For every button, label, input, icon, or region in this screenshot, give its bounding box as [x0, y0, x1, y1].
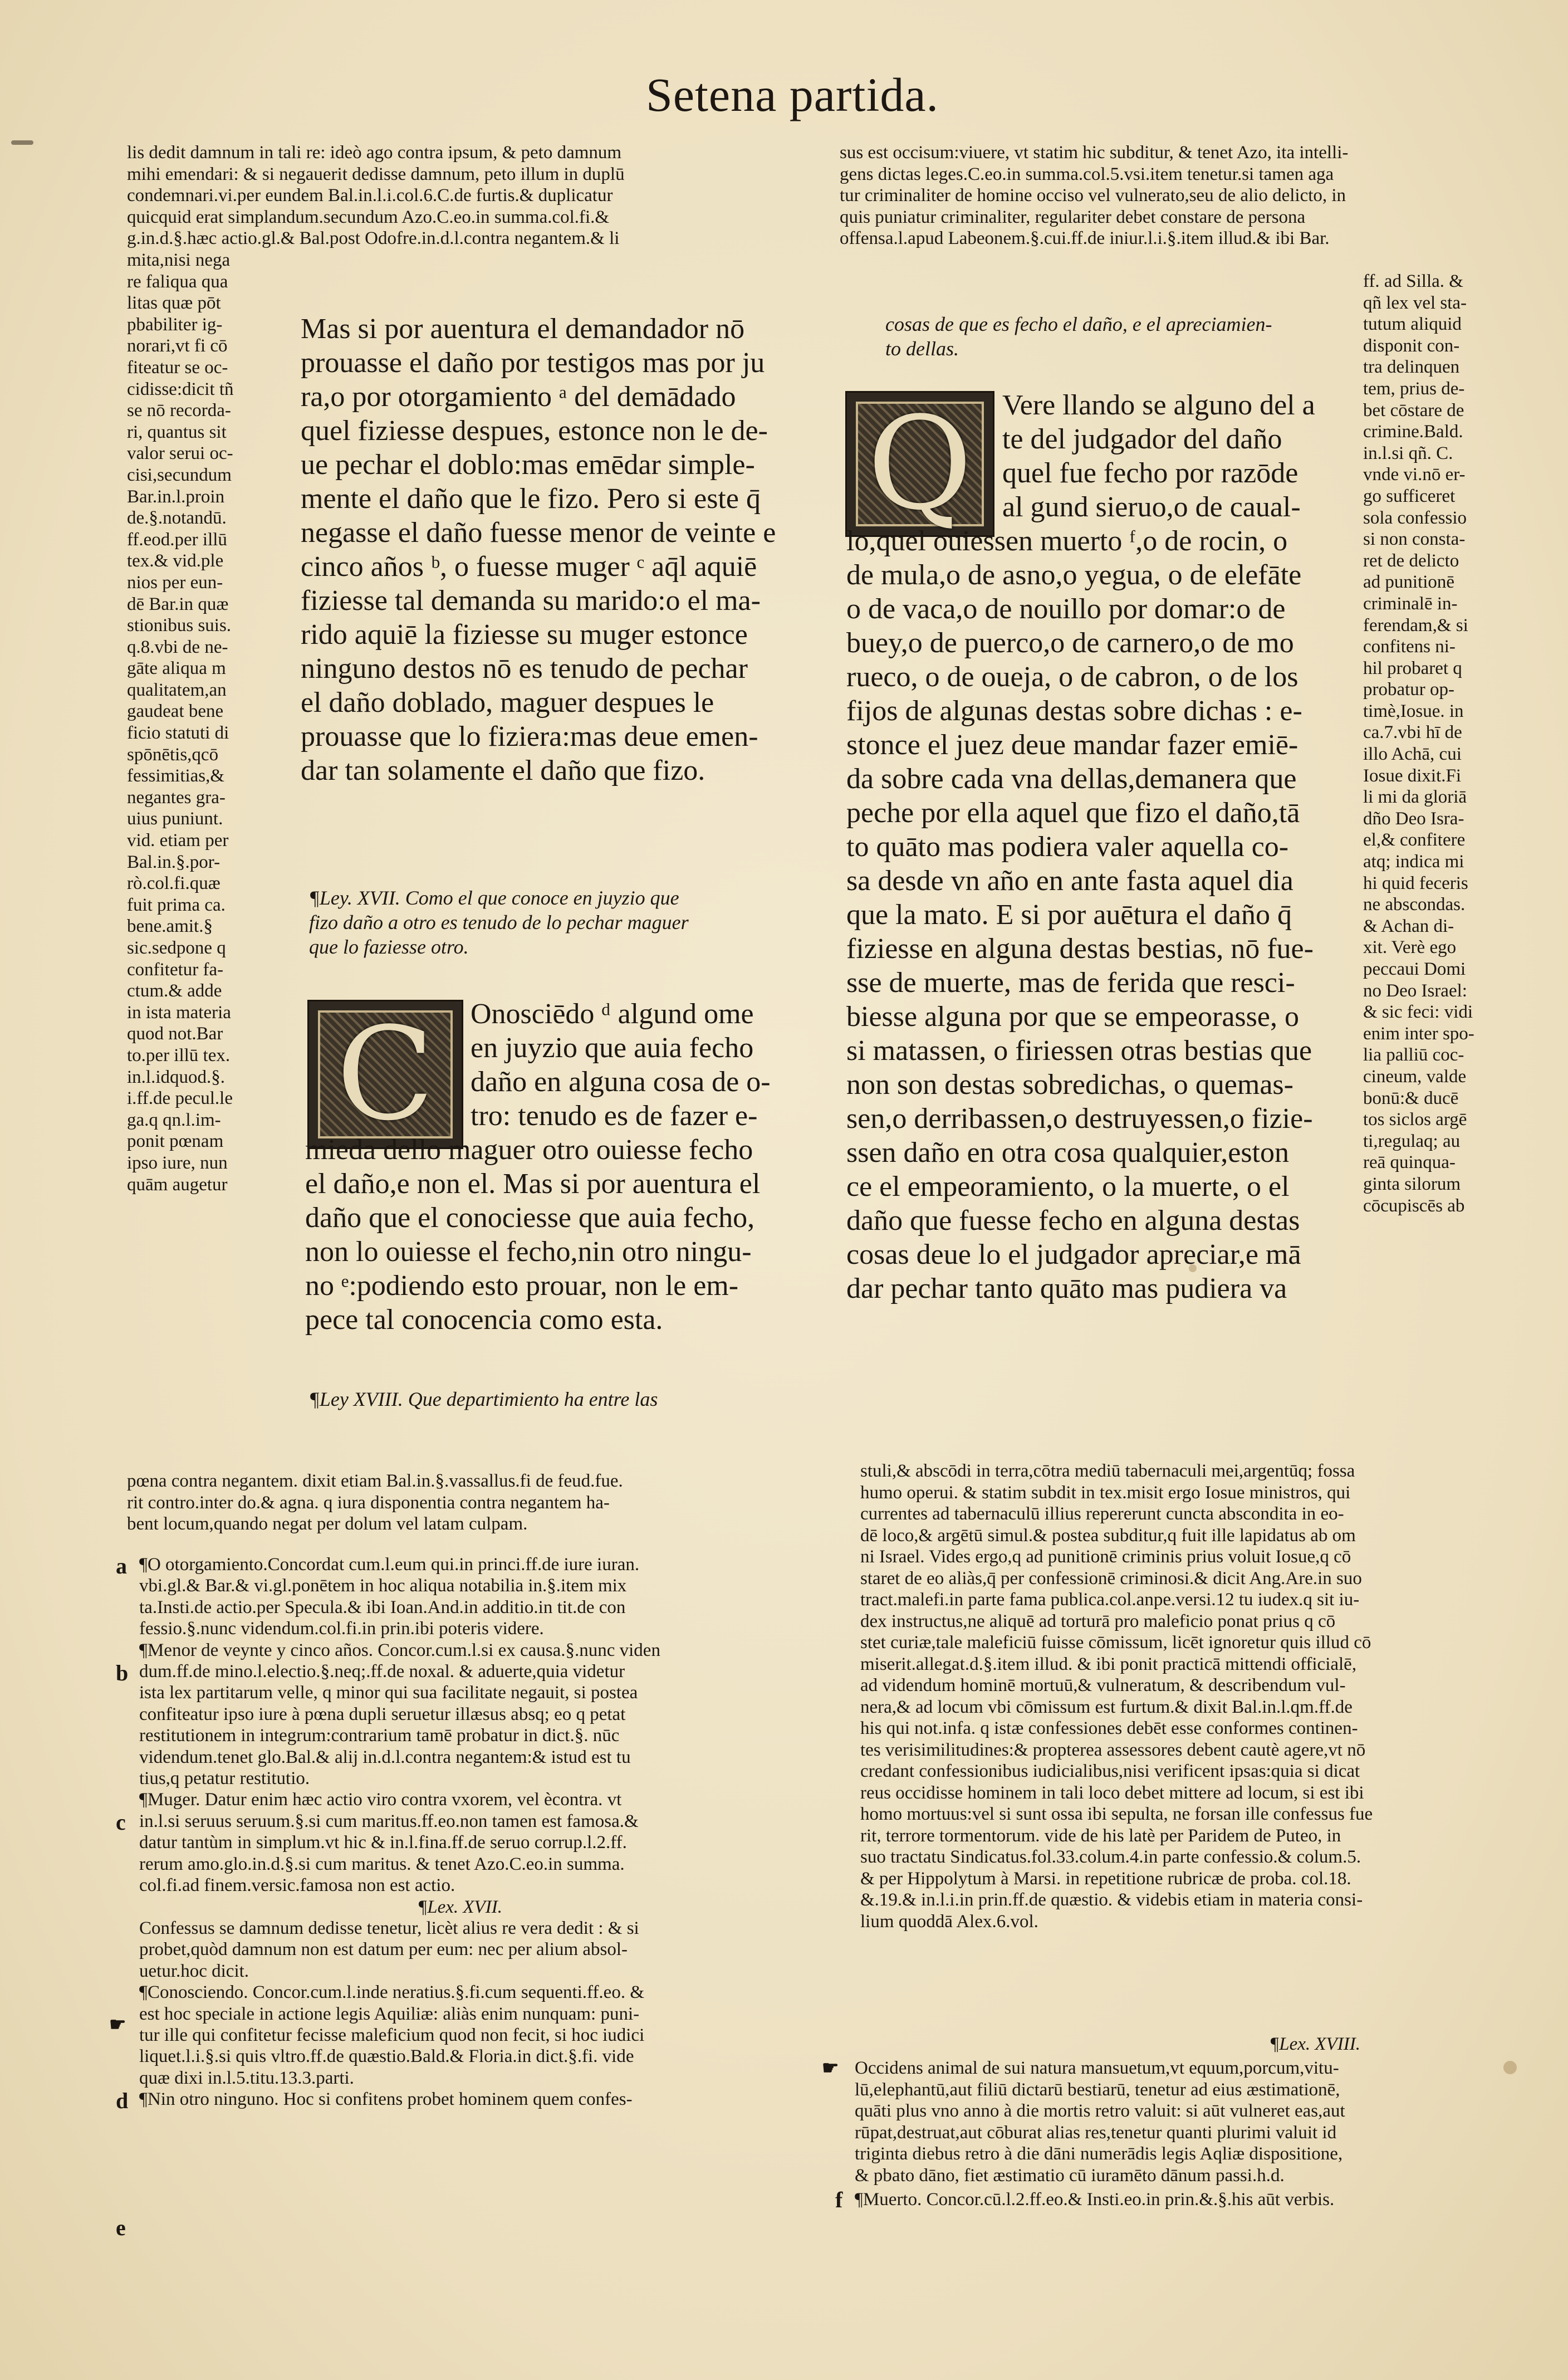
gloss-line: atq; indica mi: [1363, 852, 1464, 872]
footnote-d: est hoc speciale in actione legis Aquiliæ: aliàs enim nunquam: puni-: [139, 2003, 640, 2024]
gloss-line: ca.7.vbi hī de: [1363, 722, 1462, 743]
text-line: negasse el daño fuesse menor de veinte e: [301, 517, 776, 549]
text-line: ssen daño en otra cosa qualquier,eston: [846, 1137, 1290, 1169]
footnote-b: ista lex partitarum velle, q minor qui sua facilitate negauit, si postea: [139, 1683, 638, 1703]
gloss-line: condemnari.vi.per eundem Bal.in.l.i.col.6.C.de furtis.& duplicatur: [127, 185, 613, 206]
gloss-line: Bar.in.l.proin: [127, 486, 225, 507]
text-line: te del judgador del daño: [1002, 423, 1282, 455]
footnote-c: col.fi.ad finem.versic.famosa non est actio.: [139, 1875, 455, 1896]
gloss-line: to.per illū tex.: [127, 1045, 231, 1066]
gloss-line: in.l.idquod.§.: [127, 1067, 226, 1087]
footnote-a: fessio.§.nunc videndum.col.fi.in prin.ibi poteris videre.: [139, 1619, 544, 1639]
gloss-line: stuli,& abscōdi in terra,cōtra mediū tabernaculi mei,argentūq; fossa: [860, 1461, 1355, 1481]
text-line: o de vaca,o de nouillo por domar:o de: [846, 593, 1286, 625]
gloss-line: reus occidisse hominem in tali loco debet mittere ad locum, si est ibi: [860, 1782, 1364, 1803]
text-line: dar tan solamente el daño que fizo.: [301, 755, 705, 786]
text-line: el daño,e non el. Mas si por auentura el: [305, 1168, 761, 1200]
gloss-line: confitetur fa-: [127, 959, 224, 980]
gloss-line: ad videndum hominē mortuū,& vulneratum, & describendum vul-: [860, 1675, 1346, 1695]
text-line: Onosciēdo ᵈ algund ome: [471, 998, 754, 1030]
gloss-line: ponit pœnam: [127, 1131, 224, 1152]
text-line: sen,o derribassen,o destruyessen,o fizie-: [846, 1103, 1313, 1135]
gloss-line: litas quæ pōt: [127, 293, 221, 314]
right-gloss-top: [840, 142, 1513, 250]
text-line: quel fiziesse despues, estonce non le de-: [301, 415, 768, 447]
note-marker-c: c: [116, 1810, 126, 1835]
note-marker-e: e: [116, 2215, 126, 2240]
footnote-d: tur ille qui confitetur fecisse maleficium quod non fecit, si hoc iudici: [139, 2025, 645, 2045]
text-line: que la mato. E si por auētura el daño q̄: [846, 899, 1292, 931]
gloss-line: no Deo Israel:: [1363, 980, 1467, 1001]
gloss-line: enim inter spo-: [1363, 1023, 1474, 1044]
text-line: Mas si por auentura el demandador nō: [301, 313, 745, 345]
right-gloss-bottom: [860, 1460, 1517, 1932]
gloss-line: uius puniunt.: [127, 809, 223, 829]
text-line: no ᵉ:podiendo esto prouar, non le em-: [305, 1270, 739, 1302]
note-marker-f: f: [835, 2187, 843, 2212]
gloss-line: mita,nisi nega: [127, 250, 231, 270]
gloss-line: tutum aliquid: [1363, 314, 1462, 335]
left-footnotes: [139, 1554, 813, 2110]
ley-17-text-beside-initial: [471, 997, 805, 1133]
gloss-line: suo tractatu Sindicatus.fol.33.colum.4.in parte confessio.& colum.5.: [860, 1847, 1361, 1867]
text-line: to quāto mas podiera valer aquella co-: [846, 831, 1289, 863]
footnote-b: restitutionem in integrum:contrarium tamē probatur in dict.§. nūc: [139, 1726, 620, 1746]
text-line: mieda dello maguer otro ouiesse fecho: [305, 1134, 753, 1166]
pointing-hand-icon: ☛: [822, 2058, 839, 2079]
gloss-line: credant confessionibus iudicialibus,nisi verificent ipsas:quia si dicat: [860, 1761, 1360, 1781]
footnote-c: rerum amo.glo.in.d.§.si cum maritus. & tenet Azo.C.eo.in summa.: [139, 1854, 625, 1874]
gloss-line: ficio statuti di: [127, 723, 229, 744]
gloss-line: li mi da gloriā: [1363, 787, 1467, 808]
footnote-c: datur tantùm in simplum.vt hic & in.l.fina.ff.de seruo corrup.l.2.ff.: [139, 1832, 627, 1853]
text-line: cosas deue lo el judgador apreciar,e mā: [846, 1239, 1301, 1270]
footnote-b: confiteatur ipso iure à pœna dupli seruetur illæsus absq; eo q petat: [139, 1704, 626, 1724]
text-line: ce el empeoramiento, o la muerte, o el: [846, 1171, 1290, 1203]
footnote-a: vbi.gl.& Bar.& vi.gl.ponētem in hoc aliqua notabilia in.§.item mix: [139, 1576, 627, 1596]
gloss-line: tur criminaliter de homine occiso vel vulnerato,seu de alio delicto, in: [840, 185, 1346, 206]
gloss-line: dex instructus,ne aliquē ad torturā pro maleficio ponat prius q cō: [860, 1611, 1336, 1631]
gloss-line: mihi emendari: & si negauerit dedisse damnum, peto illum in duplū: [127, 164, 625, 184]
gloss-line: confitens ni-: [1363, 637, 1456, 657]
gloss-line: offensa.l.apud Labeonem.§.cui.ff.de iniur.l.i.§.item illud.& ibi Bar.: [840, 228, 1330, 248]
pointing-hand-icon: ☛: [109, 2015, 126, 2035]
footnote-d: liquet.l.i.§.si quis vltro.ff.de quæstio.Bald.& Floria.in dict.§.fi. vide: [139, 2046, 634, 2067]
note-line: quāti plus vno anno à die mortis retro valuit: si aūt vulneret eas,aut: [855, 2101, 1345, 2121]
gloss-line: tra delinquen: [1363, 357, 1460, 378]
ley-17-heading: [309, 886, 810, 959]
footnote-c: ¶Muger. Datur enim hæc actio viro contra vxorem, vel ècontra. vt: [139, 1790, 622, 1810]
text-line: peche por ella aquel que fizo el daño,tā: [846, 797, 1300, 829]
gloss-line: si non consta-: [1363, 529, 1466, 550]
gloss-line: norari,vt fi cō: [127, 336, 228, 356]
gloss-line: vnde vi.nō er-: [1363, 465, 1466, 485]
gloss-line: dño Deo Isra-: [1363, 808, 1464, 829]
text-line: ra,o por otorgamiento ᵃ del demādado: [301, 381, 736, 413]
gloss-line: negantes gra-: [127, 787, 226, 808]
gloss-line: sus est occisum:viuere, vt statim hic subditur, & tenet Azo, ita intelli-: [840, 143, 1349, 163]
note-marker-a: a: [116, 1553, 127, 1578]
footnote-b: tius,q petatur restitutio.: [139, 1768, 310, 1789]
gloss-line: ad punitionē: [1363, 572, 1455, 593]
footnote-d: quæ dixi in.l.5.titu.13.3.parti.: [139, 2068, 354, 2088]
footnote-d: ¶Conosciendo. Concor.cum.l.inde neratius.§.fi.cum sequenti.ff.eo. &: [139, 1982, 645, 2003]
gloss-line: & per Hippolytum à Marsi. in repetitione rubricæ de proba. col.18.: [860, 1868, 1351, 1889]
gloss-line: fessimitias,&: [127, 766, 225, 786]
gloss-line: ctum.& adde: [127, 981, 222, 1001]
footnote-lex-label: ¶Lex. XVII.: [418, 1897, 502, 1917]
gloss-line: quod not.Bar: [127, 1024, 223, 1044]
gloss-line: hil probaret q: [1363, 658, 1462, 678]
gloss-line: stet curiæ,tale maleficiū fuisse cōmissum, licēt ignoretur quis illud cō: [860, 1633, 1371, 1653]
gloss-line: dē loco,& argētū simul.& postea subditur,q fuit ille lapidatus ab om: [860, 1525, 1356, 1546]
ley-16-text: [301, 312, 807, 788]
gloss-line: quis puniatur criminaliter, regulariter debet constare de persona: [840, 207, 1306, 227]
paper-stain: [11, 140, 33, 145]
gloss-line: fiteatur se oc-: [127, 357, 228, 378]
text-line: non son destas sobredichas, o quemas-: [846, 1069, 1293, 1101]
gloss-line: ferendam,& si: [1363, 615, 1468, 636]
running-head: Setena partida.: [646, 68, 939, 121]
gloss-line: tex.& vid.ple: [127, 551, 224, 571]
gloss-line: ipso iure, nun: [127, 1152, 228, 1173]
gloss-line: ti,regulaq; au: [1363, 1131, 1461, 1151]
text-line: mente el daño que le fizo. Pero si este q̄: [301, 483, 761, 515]
gloss-line: lis dedit damnum in tali re: ideò ago contra ipsum, & peto damnum: [127, 143, 622, 163]
gloss-line: & Achan di-: [1363, 916, 1454, 936]
gloss-line: sola confessio: [1363, 507, 1467, 528]
gloss-line: & sic feci: vidi: [1363, 1002, 1473, 1023]
gloss-line: reā quinqua-: [1363, 1152, 1456, 1173]
heading-line: ¶Ley. XVII. Como el que conoce en juyzio que: [309, 887, 679, 909]
note-line: lū,elephantū,aut filiū dictarū bestiarū, tenetur ad eius æstimationē,: [855, 2079, 1340, 2100]
gloss-line: pbabiliter ig-: [127, 314, 223, 335]
gloss-line: rò.col.fi.quæ: [127, 873, 220, 894]
gloss-line: i.ff.de pecul.le: [127, 1088, 233, 1109]
text-line: cinco años ᵇ, o fuesse muger ᶜ aq̄l aquiē: [301, 551, 757, 583]
gloss-line: de.§.notandū.: [127, 508, 227, 529]
text-line: quel fue fecho por razōde: [1002, 457, 1298, 489]
text-line: buey,o de puerco,o de carnero,o de mo: [846, 627, 1294, 659]
gloss-line: ne abscondas.: [1363, 895, 1466, 915]
text-line: ninguno destos nō es tenudo de pechar: [301, 653, 748, 685]
gloss-line: qualitatem,an: [127, 680, 227, 700]
right-note-occidens: [855, 2058, 1517, 2186]
footnote-e: ¶Nin otro ninguno. Hoc si confitens probet hominem quem confes-: [139, 2089, 633, 2110]
footnote-summary: Confessus se damnum dedisse tenetur, licèt alius re vera dedit : & si: [139, 1918, 639, 1938]
text-line: al gund sieruo,o de caual-: [1002, 491, 1301, 523]
paper-stain: [1503, 2061, 1517, 2074]
decorated-initial-q: Q: [845, 391, 994, 537]
gloss-line: currentes ad tabernaculū illius repererunt cuncta abscondita in eo-: [860, 1504, 1344, 1524]
gloss-line: g.in.d.§.hæc actio.gl.& Bal.post Odofre.in.d.l.contra negantem.& li: [127, 228, 620, 248]
gloss-line: his qui not.infa. q istæ confessiones debēt esse conformes continen-: [860, 1718, 1358, 1738]
text-line: biesse alguna por que se empeorasse, o: [846, 1001, 1299, 1033]
text-line: daño en alguna cosa de o-: [471, 1066, 771, 1098]
gloss-line: ni Israel. Vides ergo,q ad punitionē criminis prius voluit Iosue,q cō: [860, 1547, 1351, 1567]
footnote-a: ta.Insti.de actio.per Specula.& ibi Ioan.And.in additio.in tit.de con: [139, 1597, 626, 1617]
footnote-b: ¶Menor de veynte y cinco años. Concor.cum.l.si ex causa.§.nunc viden: [139, 1640, 660, 1660]
text-line: sse de muerte, mas de ferida que resci-: [846, 967, 1295, 999]
gloss-line: sic.sedpone q: [127, 938, 226, 958]
ley-17-text: [305, 1133, 806, 1337]
text-line: fijos de algunas destas sobre dichas : e-: [846, 695, 1302, 727]
gloss-line: cidisse:dicit tñ: [127, 379, 234, 399]
text-line: lo,quel ouiessen muerto ᶠ,o de rocin, o: [846, 525, 1288, 557]
left-gloss-narrow-column: [127, 250, 283, 1195]
gloss-line: ret de delicto: [1363, 550, 1459, 571]
text-line: de mula,o de asno,o yegua, o de elefāte: [846, 559, 1302, 591]
gloss-line: miserit.allegat.d.§.item illud. & ibi ponit practicā mittendi officialē,: [860, 1654, 1357, 1674]
gloss-line: tem, prius de-: [1363, 378, 1465, 399]
gloss-line: ff.eod.per illū: [127, 529, 227, 550]
gloss-line: in ista materia: [127, 1002, 231, 1023]
text-line: Vere llando se alguno del a: [1002, 389, 1315, 421]
gloss-line: &.19.& in.l.i.in prin.ff.de quæstio. & videbis etiam in materia consi-: [860, 1890, 1363, 1910]
gloss-line: rit contro.inter do.& agna. q iura disponentia contra negantem ha-: [127, 1492, 610, 1513]
text-line: tro: tenudo es de fazer e-: [471, 1100, 758, 1132]
gloss-line: bent locum,quando negat per dolum vel latam culpam.: [127, 1514, 528, 1534]
heading-line: cosas de que es fecho el daño, e el apreciamien-: [885, 313, 1272, 335]
note-line: & pbato dāno, fiet æstimatio cū iuramēto dānum passi.h.d.: [855, 2165, 1285, 2186]
gloss-line: gāte aliqua m: [127, 658, 226, 679]
right-note-f: ¶Muerto. Concor.cū.l.2.ff.eo.& Insti.eo.in prin.&.§.his aūt verbis.: [855, 2190, 1335, 2210]
text-line: fiziesse en alguna destas bestias, nō fue-: [846, 933, 1314, 965]
decorated-initial-c: C: [307, 1000, 463, 1149]
footnote-b: videndum.tenet glo.Bal.& alij in.d.l.contra negantem:& istud est tu: [139, 1747, 631, 1767]
gloss-line: staret de eo aliàs,q̄ per confessionē criminosi.& dicit Ang.Are.in suo: [860, 1568, 1362, 1589]
gloss-line: in.l.si qñ. C.: [1363, 443, 1453, 463]
ley-18-text: [846, 524, 1359, 1306]
note-line: Occidens animal de sui natura mansuetum,vt equum,porcum,vitu-: [855, 2058, 1339, 2078]
gloss-line: re faliqua qua: [127, 271, 228, 292]
gloss-line: lia palliū coc-: [1363, 1045, 1464, 1066]
gloss-line: fuit prima ca.: [127, 895, 226, 915]
gloss-line: pœna contra negantem. dixit etiam Bal.in.§.vassallus.fi de feud.fue.: [127, 1471, 623, 1491]
gloss-line: rit, terrore tormentorum. vide de his latè per Paridem de Puteo, in: [860, 1825, 1341, 1846]
left-gloss-top: [127, 142, 812, 250]
gloss-line: bene.amit.§: [127, 916, 213, 937]
right-gloss-narrow-column: [1363, 271, 1519, 1216]
gloss-line: cineum, valde: [1363, 1066, 1467, 1087]
heading-line: to dellas.: [885, 338, 959, 360]
ley-18-text-beside-initial: [1002, 388, 1359, 524]
text-line: el daño doblado, maguer despues le: [301, 687, 714, 719]
gloss-line: cōcupiscēs ab: [1363, 1195, 1465, 1216]
text-line: prouasse el daño por testigos mas por ju: [301, 347, 765, 379]
note-marker-b: b: [116, 1660, 129, 1685]
text-line: ue pechar el doblo:mas emēdar simple-: [301, 449, 755, 481]
gloss-line: timè,Iosue. in: [1363, 701, 1464, 721]
text-line: dar pechar tanto quāto mas pudiera va: [846, 1273, 1287, 1304]
gloss-line: tract.malefi.in parte fama publica.col.anpe.versi.12 tu iudex.q sit iu-: [860, 1590, 1360, 1610]
text-line: daño que el conociesse que auia fecho,: [305, 1202, 755, 1234]
text-line: daño que fuesse fecho en alguna destas: [846, 1205, 1300, 1237]
gloss-line: bonū:& ducē: [1363, 1088, 1459, 1108]
gloss-line: homo mortuus:vel si sunt ossa ibi sepulta, ne forsan ille confessus fue: [860, 1804, 1373, 1824]
left-gloss-bottom: [127, 1470, 812, 1535]
gloss-line: humo operui. & statim subdit in tex.misit ergo Iosue ministros, qui: [860, 1482, 1351, 1503]
paper-stain: [1189, 1264, 1197, 1272]
gloss-line: go sufficeret: [1363, 486, 1456, 506]
gloss-line: nios per eun-: [127, 572, 223, 593]
gloss-line: illo Achā, cui: [1363, 744, 1462, 765]
gloss-line: peccaui Domi: [1363, 959, 1466, 979]
gloss-line: stionibus suis.: [127, 615, 232, 636]
gloss-line: bet cōstare de: [1363, 400, 1464, 421]
note-line: rūpat,destruat,aut cōburat alias res,tenetur quanti plurimi valuit id: [855, 2122, 1337, 2143]
gloss-line: ff. ad Silla. &: [1363, 271, 1463, 291]
heading-line: que lo faziesse otro.: [309, 936, 469, 958]
text-line: non lo ouiesse el fecho,nin otro ningu-: [305, 1236, 752, 1268]
gloss-line: qñ lex vel sta-: [1363, 292, 1467, 313]
text-line: sa desde vn año en ante fasta aquel dia: [846, 865, 1293, 897]
gloss-line: crimine.Bald.: [1363, 422, 1463, 442]
gloss-line: Iosue dixit.Fi: [1363, 765, 1462, 786]
gloss-line: xit. Verè ego: [1363, 937, 1457, 958]
gloss-line: quicquid erat simplandum.secundum Azo.C.eo.in summa.col.fi.&: [127, 207, 610, 227]
gloss-line: vid. etiam per: [127, 830, 229, 851]
gloss-line: lium quoddā Alex.6.vol.: [860, 1911, 1038, 1932]
text-line: rueco, o de oueja, o de cabron, o de los: [846, 661, 1298, 693]
ley-18-heading-continuation: [885, 312, 1359, 361]
gloss-line: gens dictas leges.C.eo.in summa.col.5.vsi.item tenetur.si tamen aga: [840, 164, 1334, 184]
text-line: si matassen, o firiessen otras bestias que: [846, 1035, 1312, 1067]
footnote-summary: uetur.hoc dicit.: [139, 1961, 249, 1981]
text-line: stonce el juez deue mandar fazer emiē-: [846, 729, 1298, 761]
gloss-line: disponit con-: [1363, 335, 1460, 356]
ley-18-heading: ¶Ley XVIII. Que departimiento ha entre las: [309, 1388, 658, 1410]
heading-line: fizo daño a otro es tenudo de lo pechar maguer: [309, 911, 689, 934]
text-line: da sobre cada vna dellas,demanera que: [846, 763, 1297, 795]
text-line: prouasse que lo fiziera:mas deue emen-: [301, 721, 758, 752]
text-line: rido aquiē la fiziesse su muger estonce: [301, 619, 748, 651]
gloss-line: valor serui oc-: [127, 443, 233, 464]
gloss-line: se nō recorda-: [127, 400, 231, 421]
note-marker-d: d: [116, 2088, 129, 2113]
gloss-line: quām augetur: [127, 1174, 228, 1195]
footnote-b: dum.ff.de mino.l.electio.§.neq;.ff.de noxal. & aduerte,quia videtur: [139, 1661, 625, 1682]
footnote-c: in.l.si seruus seruum.§.si cum maritus.ff.eo.non tamen est famosa.&: [139, 1811, 639, 1831]
gloss-line: ga.q qn.l.im-: [127, 1110, 221, 1130]
footnote-summary: probet,quòd damnum non est datum per eum: nec per alium absol-: [139, 1939, 628, 1960]
note-line: triginta diebus retro à die dāni numerādis legis Aqliæ dispositione,: [855, 2144, 1343, 2164]
gloss-line: el,& confitere: [1363, 830, 1466, 851]
gloss-line: hi quid feceris: [1363, 873, 1468, 893]
text-line: pece tal conocencia como esta.: [305, 1304, 663, 1336]
right-lex-label: ¶Lex. XVIII.: [1270, 2034, 1360, 2054]
gloss-line: ginta silorum: [1363, 1174, 1461, 1194]
text-line: fiziesse tal demanda su marido:o el ma-: [301, 585, 761, 617]
gloss-line: tes verisimilitudines:& propterea assessores debent cautè agere,vt nō: [860, 1739, 1366, 1760]
gloss-line: dē Bar.in quæ: [127, 594, 229, 614]
gloss-line: spōnētis,qcō: [127, 744, 219, 765]
gloss-line: ri, quantus sit: [127, 422, 227, 442]
footnote-a: ¶O otorgamiento.Concordat cum.l.eum qui.in princi.ff.de iure iuran.: [139, 1555, 640, 1575]
gloss-line: probatur op-: [1363, 680, 1455, 700]
gloss-line: q.8.vbi de ne-: [127, 637, 228, 657]
gloss-line: cisi,secundum: [127, 465, 232, 485]
gloss-line: nera,& ad locum vbi cōmissum est furtum.& dixit Bal.in.l.qm.ff.de: [860, 1697, 1353, 1717]
text-line: en juyzio que auia fecho: [471, 1032, 754, 1064]
gloss-line: Bal.in.§.por-: [127, 852, 220, 872]
gloss-line: gaudeat bene: [127, 701, 224, 722]
gloss-line: criminalē in-: [1363, 593, 1458, 614]
gloss-line: tos siclos argē: [1363, 1110, 1467, 1130]
